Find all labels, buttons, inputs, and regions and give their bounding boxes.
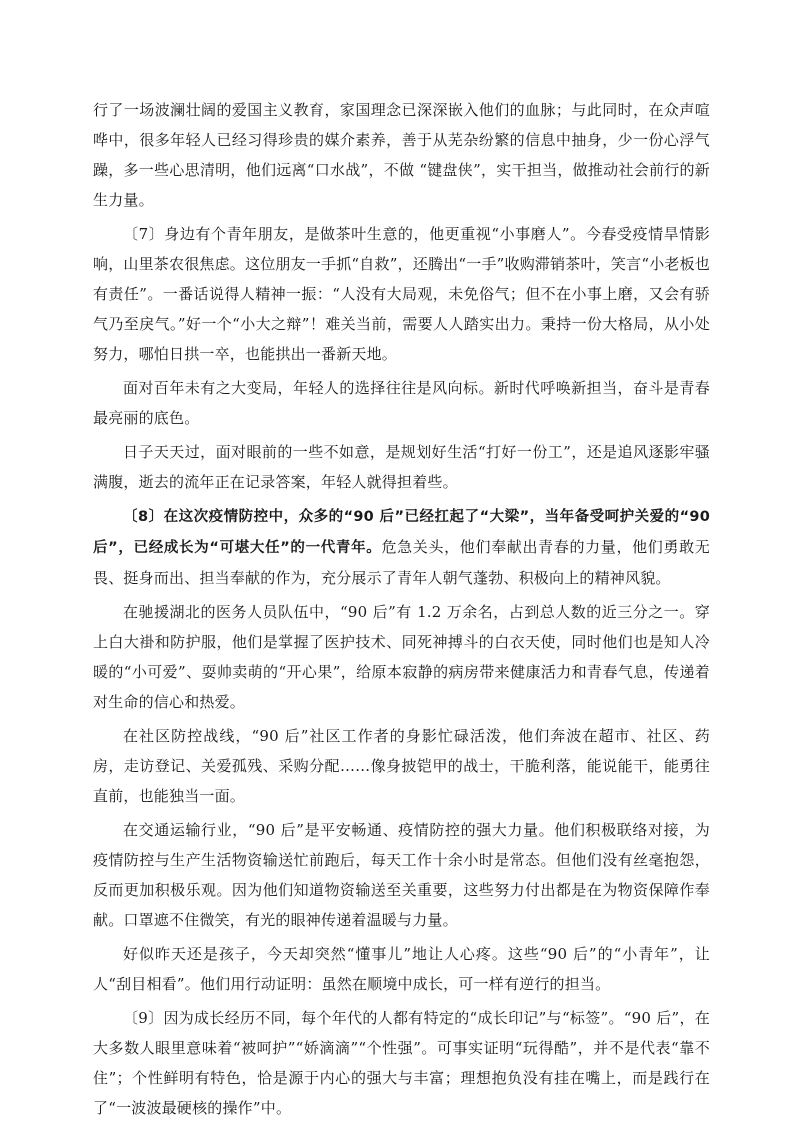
paragraph-bold-text: 〔8〕在这次疫情防控中，众多的“90 后”已经扛起了“大梁”，当年备受呵护关爱的“90 后”，已经成长为“可堪大任”的一代青年。 [93,509,710,556]
paragraph-text: 〔9〕因为成长经历不同，每个年代的人都有特定的“成长印记”与“标签”。“90 后”，在大多数人眼里意味着“被呵护”“娇滴滴”“个性强”。可事实证明“玩得酷”，并不是代表“靠不住”；个性鲜明有特色，恰是源于内心的强大与丰富；理想抱负没有挂在嘴上，而是践行在了“一波波最硬核的操作”中。 [93,1009,710,1117]
paragraph-text: 行了一场波澜壮阔的爱国主义教育，家国理念已深深嵌入他们的血脉；与此同时，在众声喧哗中，很多年轻人已经习得珍贵的媒介素养，善于从芜杂纷繁的信息中抽身，少一份心浮气躁，多一些心思清明，他们远离“口水战”，不做 “键盘侠”，实干担当，做推动社会前行的新生力量。 [93,101,710,209]
paragraph-text: 在交通运输行业，“90 后”是平安畅通、疫情防控的强大力量。他们积极联络对接，为疫情防控与生产生活物资输送忙前跑后，每天工作十余小时是常态。但他们没有丝毫抱怨，反而更加积极乐观。因为他们知道物资输送至关重要，这些努力付出都是在为物资保障作奉献。口罩遮不住微笑，有光的眼神传递着温暖与力量。 [93,821,710,929]
paragraph-text: 日子天天过，面对眼前的一些不如意，是规划好生活“打好一份工”，还是追风逐影牢骚满腹，逝去的流年正在记录答案，年轻人就得担着些。 [93,443,710,491]
paragraph-text: 在驰援湖北的医务人员队伍中，“90 后”有 1.2 万余名，占到总人数的近三分之一。穿上白大褂和防护服，他们是掌握了医护技术、同死神搏斗的白衣天使，同时他们也是知人冷暖的“小可爱”、耍帅卖萌的“开心果”，给原本寂静的病房带来健康活力和青春气息，传递着对生命的信心和热爱。 [93,603,710,711]
paragraph [93,815,710,935]
paragraph-7 [93,219,710,369]
paragraph [93,373,710,433]
paragraph-9 [93,1003,710,1123]
paragraph-continuation [93,95,710,215]
paragraph [93,939,710,999]
paragraph-text: 在社区防控战线，“90 后”社区工作者的身影忙碌活泼，他们奔波在超市、社区、药房，走访登记、关爱孤残、采购分配……像身披铠甲的战士，干脆利落，能说能干，能勇往直前，也能独当一面。 [93,727,710,805]
paragraph-text: 危急关头，他们奉献出青春的力量，他们勇敢无畏、挺身而出、担当奉献的作为，充分展示了青年人朝气蓬勃、积极向上的精神风貌。 [93,538,711,587]
paragraph-text: 好似昨天还是孩子，今天却突然“懂事儿”地让人心疼。这些“90 后”的“小青年”，让人“刮目相看”。他们用行动证明：虽然在顺境中成长，可一样有逆行的担当。 [93,945,710,993]
paragraph-text: 〔7〕身边有个青年朋友，是做茶叶生意的，他更重视“小事磨人”。今春受疫情旱情影响，山里茶农很焦虑。这位朋友一手抓“自救”，还腾出“一手”收购滞销茶叶，笑言“小老板也有责任”。一番话说得人精神一振：“人没有大局观，未免俗气；但不在小事上磨，又会有骄气乃至戾气。”好一个“小大之辩”！难关当前，需要人人踏实出力。秉持一份大格局，从小处努力，哪怕日拱一卒，也能拱出一番新天地。 [93,225,710,363]
paragraph [93,721,710,811]
paragraph [93,597,710,717]
paragraph-8 [93,501,710,593]
paragraph-text: 面对百年未有之大变局，年轻人的选择往往是风向标。新时代呼唤新担当，奋斗是青春最亮丽的底色。 [93,379,710,427]
paragraph [93,437,710,497]
